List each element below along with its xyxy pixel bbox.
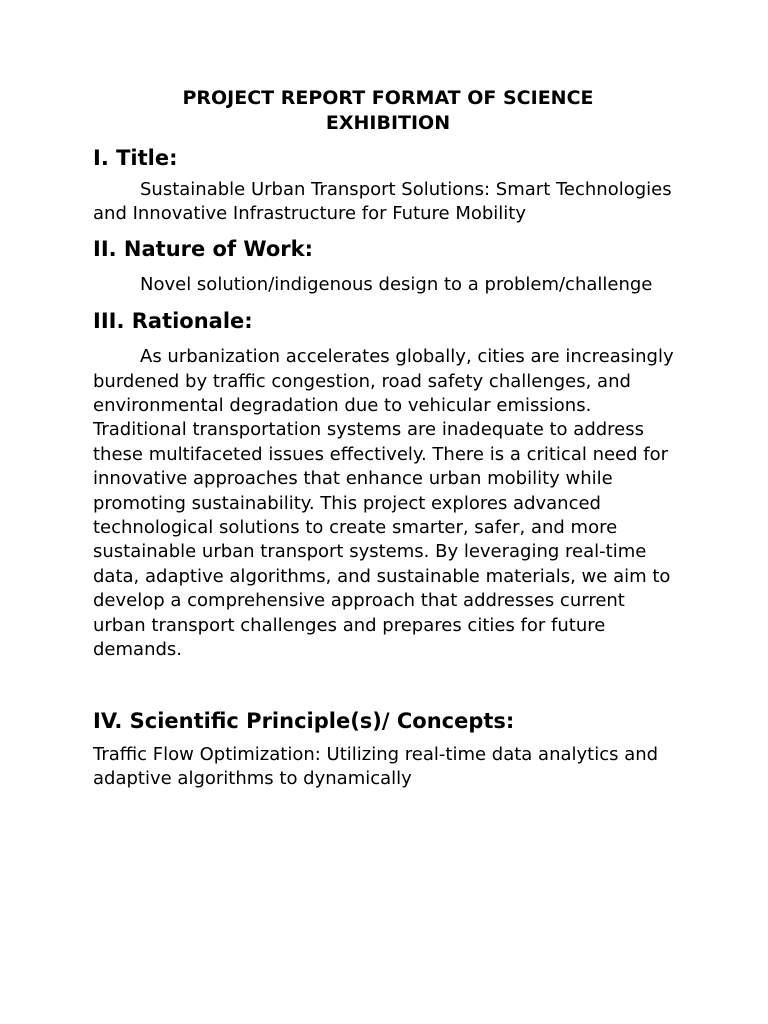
section-heading-rationale: III. Rationale: xyxy=(93,309,253,334)
section-body-rationale: As urbanization accelerates globally, cities are increasingly burdened by traffic congestion, road safety challenges, and environmental degradation due to vehicular emissions. Traditional transportation systems are inadequate to address these multifaceted issues effectively. There is a critical need for innovative approaches that enhance urban mobility while promoting sustainability. This project explores advanced technological solutions to create smarter, safer, and more sustainable urban transport systems. By leveraging real-time data, adaptive algorithms, and sustainable materials, we aim to develop a comprehensive approach that addresses current urban transport challenges and prepares cities for future demands. xyxy=(93,346,674,661)
section-heading-scientific-principles: IV. Scientific Principle(s)/ Concepts: xyxy=(93,708,515,733)
section-body-nature-of-work: Novel solution/indigenous design to a problem/challenge xyxy=(140,273,653,295)
document-title: PROJECT REPORT FORMAT OF SCIENCE EXHIBITION xyxy=(182,87,594,134)
section-heading-nature-of-work: II. Nature of Work: xyxy=(93,236,313,261)
section-heading-title: I. Title: xyxy=(93,146,178,170)
section-body-title: Sustainable Urban Transport Solutions: Smart Technologies and Innovative Infrastructure for Future Mobility xyxy=(93,179,672,225)
document-page xyxy=(93,86,683,791)
section-body-scientific-principles: Traffic Flow Optimization: Utilizing real-time data analytics and adaptive algorithms to dynamically xyxy=(93,743,659,789)
